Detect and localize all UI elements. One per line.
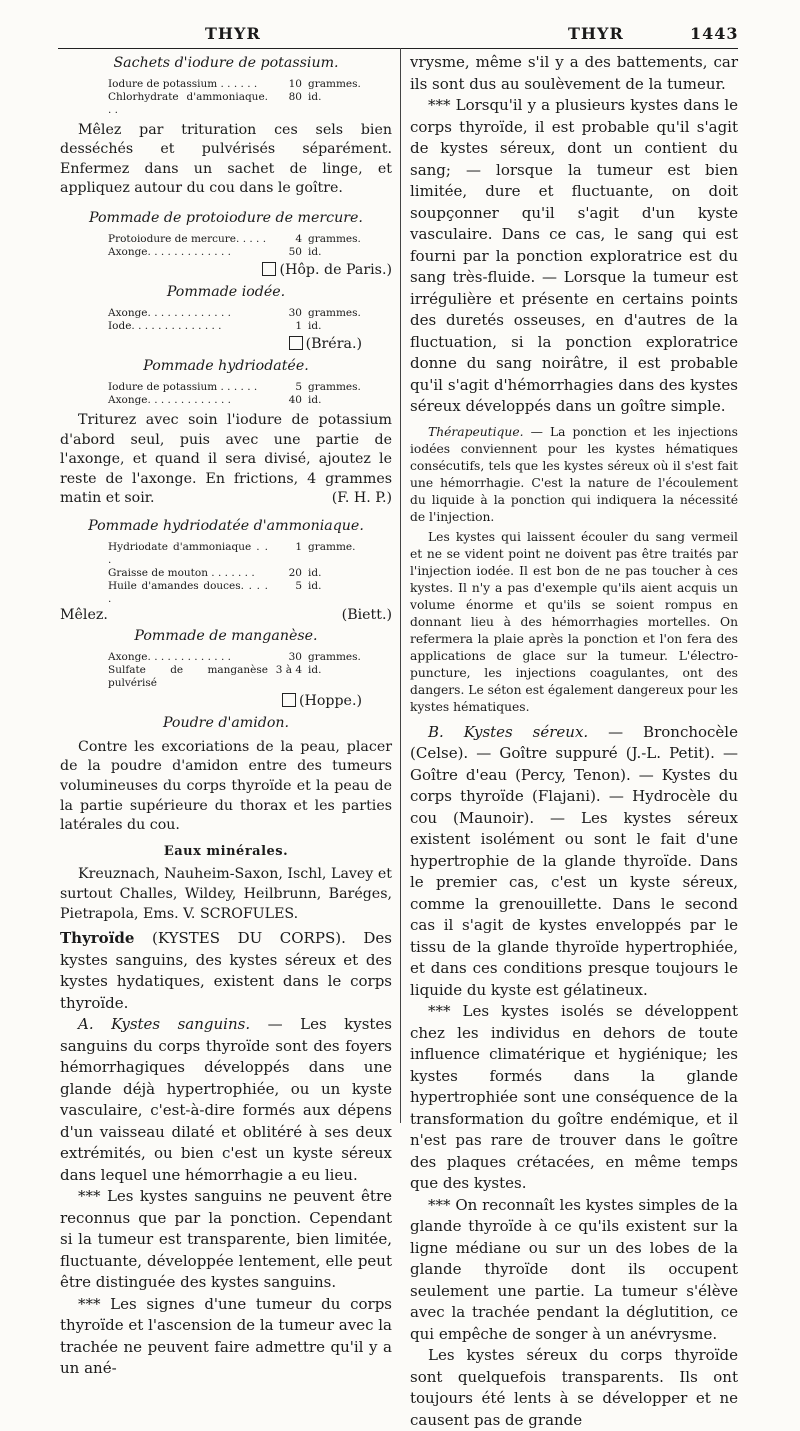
ingredient-name: Axonge. . . . . . . . . . . . .: [108, 393, 231, 406]
ingredient-name: Chlorhydrate d'ammoniaque. . .: [108, 90, 268, 116]
ingredient-row: [108, 246, 368, 259]
ingredient-unit: gramme.: [308, 540, 356, 553]
ingredient-name: Iode. . . . . . . . . . . . . .: [108, 319, 222, 332]
ingredient-row: [108, 320, 368, 333]
ingredient-qty: 1: [295, 319, 302, 332]
ingredient-list: [108, 233, 368, 259]
ingredient-name: Hydriodate d'ammoniaque . . .: [108, 540, 268, 566]
ingredient-name: Iodure de potassium . . . . . .: [108, 77, 258, 90]
ingredient-qty: 30: [288, 650, 302, 663]
formula-instructions: Triturez avec soin l'iodure de potassium d'abord seul, puis avec une partie de l'axonge, et quand il sera divisé, ajoutez le reste de l'axonge. En frictions, 4 grammes matin et soir. (F. H. P.): [60, 411, 392, 509]
ingredient-qty: 50: [288, 245, 302, 258]
formula-title: Pommade hydriodatée.: [143, 358, 309, 375]
paragraph: *** Les kystes sanguins ne peuvent être reconnus que par la ponction. Cependant si la tumeur est transparente, bien limitée, fluctuante, développée lentement, elle peut être distinguée des kystes sanguins.: [60, 1187, 392, 1292]
column-divider: [400, 48, 401, 1123]
ingredient-row: [108, 381, 368, 394]
formula-instructions: Contre les excoriations de la peau, placer de la poudre d'amidon entre des tumeurs volumineuses du corps thyroïde et la peau de la partie supérieure du thorax et les parties latérales du cou.: [60, 738, 392, 834]
square-symbol-icon: [262, 262, 276, 276]
ingredient-qty: 4: [295, 232, 302, 245]
paragraph: *** On reconnaît les kystes simples de la glande thyroïde à ce qu'ils existent sur la ligne médiane ou sur un des lobes de la glande thyroïde dont ils occupent seulement une partie. La tumeur s'élève avec la trachée pendant la déglutition, ce qui empêche de songer à un anévrysme.: [410, 1195, 738, 1343]
ingredient-name: Graisse de mouton . . . . . . .: [108, 566, 255, 579]
paragraph: vrysme, même s'il y a des battements, car ils sont dus au soulèvement de la tumeur.: [410, 53, 738, 93]
ingredient-name: Axonge. . . . . . . . . . . . .: [108, 306, 231, 319]
ingredient-unit: id.: [308, 663, 322, 676]
ingredient-qty: 5: [295, 579, 302, 592]
ingredient-list: [108, 651, 368, 690]
left-column: [60, 52, 392, 1380]
ingredient-unit: id.: [308, 579, 322, 592]
ingredient-unit: id.: [308, 245, 322, 258]
ingredient-unit: id.: [308, 319, 322, 332]
square-symbol-icon: [289, 336, 303, 350]
ingredient-unit: id.: [308, 393, 322, 406]
formula-instructions: Mêlez par trituration ces sels bien desséchés et pulvérisés séparément. Enfermez dans un sachet de linge, et appliquez autour du cou dans le goître.: [60, 121, 392, 197]
section-title: Eaux minérales.: [163, 843, 289, 859]
ingredient-qty: 5: [295, 380, 302, 393]
ingredient-qty: 30: [288, 306, 302, 319]
paragraph: Thérapeutique. — La ponction et les injections iodées conviennent pour les kystes hématiques consécutifs, tels que les kystes séreux où il s'est fait une hémorrhagie. C'est la nature de l'écoulement du liquide à la ponction qui indiquera la nécessité de l'injection.: [410, 424, 738, 524]
formula-title: Poudre d'amidon.: [162, 715, 290, 732]
ingredient-list: [108, 78, 368, 117]
ingredient-unit: grammes.: [308, 77, 361, 90]
ingredient-name: Huile d'amandes douces. . . . .: [108, 579, 268, 605]
paragraph: *** Les kystes isolés se développent chez les individus en dehors de toute influence climatérique et hygiénique; les kystes formés dans la glande hypertrophiée sont une conséquence de la transformation du goître endémique, et il n'est pas rare de trouver dans le goître des plaques crétacées, en même temps que des kystes.: [410, 1002, 738, 1192]
formula-title: Pommade hydriodatée d'ammoniaque.: [88, 517, 364, 534]
ingredient-name: Sulfate de manganèse pulvérisé: [108, 663, 268, 689]
ingredient-qty: 10: [288, 77, 302, 90]
ingredient-unit: grammes.: [308, 232, 361, 245]
formula-source: (Bréra.): [60, 335, 362, 355]
paragraph: Les kystes séreux du corps thyroïde sont quelquefois transparents. Ils ont toujours été lents à se développer et ne causent pas de grande: [410, 1346, 738, 1429]
ingredient-qty: 3 à 4: [275, 663, 302, 676]
formula-title: Pommade de manganèse.: [134, 628, 318, 645]
ingredient-list: [108, 541, 368, 606]
ingredient-row: [108, 233, 368, 246]
running-head-center: THYR: [568, 24, 624, 43]
ingredient-qty: 40: [288, 393, 302, 406]
ingredient-row: [108, 78, 368, 91]
entry-headword: Thyroïde: [60, 929, 135, 948]
formula-title: Pommade de protoiodure de mercure.: [89, 209, 363, 226]
ingredient-list: [108, 307, 368, 333]
formula-source: (Hôp. de Paris.): [60, 261, 392, 281]
ingredient-name: Protoiodure de mercure. . . . .: [108, 232, 267, 245]
paragraph: Les kystes qui laissent écouler du sang vermeil et ne se vident point ne doivent pas être traités par l'injection iodée. Il est bon de ne pas toucher à ces kystes. Il n'y a pas d'exemple qu'ils aient acquis un volume énorme et qu'ils se soient rompus en donnant lieu à des hémorrhagies mortelles. On refermera la plaie après la ponction et l'on fera des applications de glace sur la tumeur. L'électro-puncture, les injections coagulantes, ont des dangers. Le séton est également dangereux pour les kystes hématiques.: [410, 529, 738, 714]
paragraph: *** Lorsqu'il y a plusieurs kystes dans le corps thyroïde, il est probable qu'il s'agit de kystes séreux, dont un contient du sang; — lorsque la tumeur est bien limitée, dure et fluctuante, on doit soupçonner qu'il s'agit d'un kyste vasculaire. Dans ce cas, le sang qui est fourni par la ponction exploratrice est du sang très-fluide. — Lorsque la tumeur est irrégulière et présente en certains points des duretés osseuses, en d'autres de la fluctuation, si la ponction exploratrice donne du sang noirâtre, il est probable qu'il s'agit d'hémorrhagies dans des kystes séreux développés dans un goître simple.: [410, 96, 738, 415]
ingredient-list: [108, 381, 368, 407]
ingredient-qty: 80: [288, 90, 302, 103]
ingredient-name: Iodure de potassium . . . . . .: [108, 380, 258, 393]
right-column: [410, 52, 738, 1431]
ingredient-unit: grammes.: [308, 306, 361, 319]
ingredient-row: [108, 91, 368, 117]
formula-source: (F. H. P.): [331, 490, 392, 507]
paragraph: B. Kystes séreux. — Bronchocèle (Celse). — Goître suppuré (J.-L. Petit). — Goître d'eau (Percy, Tenon). — Kystes du corps thyroïde (Flajani). — Hydrocèle du cou (Maunoir). — Les kystes séreux existent isolément ou sont le fait d'une hypertrophie de la glande thyroïde. Dans le premier cas, c'est un kyste séreux, comme la grenouillette. Dans le second cas il s'agit de kystes enveloppés par le tissu de la glande thyroïde hypertrophiée, et dans ces conditions presque toujours le liquide du kyste est gélatineux.: [410, 722, 738, 999]
ingredient-row: [108, 541, 368, 567]
ingredient-unit: grammes.: [308, 380, 361, 393]
running-head-left: THYR: [205, 24, 261, 43]
formula-title: Sachets d'iodure de potassium.: [113, 55, 339, 71]
ingredient-name: Axonge. . . . . . . . . . . . .: [108, 245, 231, 258]
ingredient-name: Axonge. . . . . . . . . . . . .: [108, 650, 231, 663]
ingredient-unit: id.: [308, 90, 322, 103]
ingredient-row: [108, 664, 368, 690]
ingredient-unit: id.: [308, 566, 322, 579]
paragraph: Kreuznach, Nauheim-Saxon, Ischl, Lavey et surtout Challes, Wildey, Heilbrunn, Baréges, Pietrapola, Ems. V. SCROFULES.: [60, 866, 392, 922]
ingredient-row: [108, 307, 368, 320]
ingredient-row: [108, 580, 368, 606]
ingredient-qty: 1: [295, 540, 302, 553]
square-symbol-icon: [282, 693, 296, 707]
ingredient-row: [108, 651, 368, 664]
ingredient-row: [108, 394, 368, 407]
ingredient-qty: 20: [288, 566, 302, 579]
ingredient-row: [108, 567, 368, 580]
formula-source: (Hoppe.): [60, 692, 362, 712]
paragraph: A. Kystes sanguins. — Les kystes sanguins du corps thyroïde sont des foyers hémorrhagiques développés dans une glande déjà hypertrophiée, ou un kyste vasculaire, c'est-à-dire formés aux dépens d'un vaisseau dilaté et oblitéré à ses deux extrémités, ou bien c'est un kyste séreux dans lequel une hémorrhagie a eu lieu.: [60, 1015, 392, 1184]
ingredient-unit: grammes.: [308, 650, 361, 663]
paragraph: *** Les signes d'une tumeur du corps thyroïde et l'ascension de la tumeur avec la trachée ne peuvent faire admettre qu'il y a un ané-: [60, 1294, 392, 1378]
page-number: 1443: [690, 24, 739, 43]
entry-paragraph: Thyroïde (KYSTES DU CORPS). Des kystes sanguins, des kystes séreux et des kystes hydatiques, existent dans le corps thyroïde.: [60, 929, 392, 1012]
formula-footer: Mêlez. (Biett.): [60, 606, 392, 623]
header-rule: [58, 48, 738, 49]
formula-title: Pommade iodée.: [166, 284, 286, 301]
